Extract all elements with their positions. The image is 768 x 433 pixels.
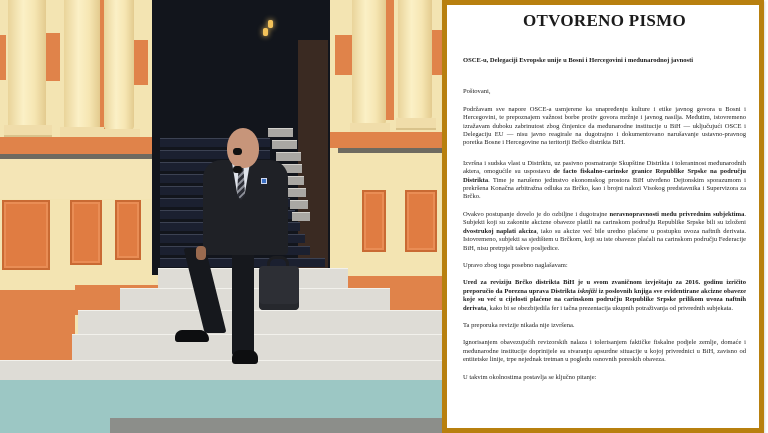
- bold-text-run: Ured za reviziju Brčko distrikta BiH je u svom zvaničnom izvještaju za 2016. godinu izričito preporučio da Poreznа uprava Distrikta: [463, 279, 746, 295]
- lapel-pin: [261, 178, 267, 184]
- paragraph-2: [463, 160, 746, 202]
- text-run: Ovakvo postupanje dovelo je do ozbiljne i dugotrajne: [463, 210, 610, 218]
- text-run: Izvršna i sudska vlast u Distriktu, uz pasivno posmatranje Skupštine Distrikta i tolerantnost međunarodnih aktera, omogućile su uspostavu: [463, 159, 746, 176]
- text-run: , kako bi se obezbijedila fer i tačna prezentacija ukupnih potraživanja od privrednih subjekata.: [486, 304, 733, 312]
- letter-addressee: OSCE-u, Delegaciji Evropske unije u Bosni i Hercegovini i međunarodnoj javnosti: [463, 57, 694, 64]
- bold-text-run: de facto fiskalno-carinske granice Republike Srpske na području Distrikta: [463, 168, 746, 184]
- paragraph-3: [463, 211, 746, 253]
- paragraph-8: U takvim okolnostima postavlja se ključno pitanje:: [463, 373, 597, 381]
- shoe-right: [232, 350, 258, 364]
- paragraph-7: Ignorisanjem obavezujućih revizorskih nalaza i tolerisanjem faktičke fiskalne podjele zemlje, domaće i međunarodne institucije doprinijele su stvaranju apsurdne situacije u kojoj privrednici u BiH, zavisno od entitetske linije, trpe nejednak tretman u pogledu osnovnih poreskih obaveza.: [463, 339, 746, 364]
- paragraph-6: Ta preporuka revizije nikada nije izvršena.: [463, 321, 575, 329]
- letter-salutation: Poštovani,: [463, 88, 491, 96]
- briefcase: [259, 266, 299, 310]
- text-run: . Time je narušeno jedinstvo ekonomskog prostora BiH utvrđeno Dejtonskim sporazumom i prekršena Konačna arbitražna odluka za Brčko, kao i brojni nalozi Visokog predstavnika i Supervizora za Brčko.: [463, 176, 746, 201]
- shoe-left: [175, 330, 209, 342]
- bold-italic-text-run: isknjiži: [577, 287, 597, 295]
- sunglasses-icon: [233, 142, 255, 149]
- bold-text-run: dvostrukoj naplati akciza: [463, 227, 537, 235]
- paragraph-1: Podržavam sve napore OSCE-a usmjerene ka unapređenju kulture i etike javnog govora u Bosni i Hercegovini, te prepoznajem važnost borbe protiv govora mržnje i javnog nasilja. Međutim, istovremeno izražavam duboku zabrinutost zbog činjenice da međunarodne institucije u BiH — uključujući OSCE i Delegaciju EU — nisu javno reagirale na dugotrajno i dokumentovano narušavanje ustavno-pravnog poretka Bosne i Hercegovine na teritoriji Brčko distrikta BiH.: [463, 105, 746, 147]
- leg-right: [232, 248, 254, 356]
- bold-text-run: iz poslovnih knjiga sve evidentirane akcizne obaveze koje su već u cijelosti plaćene na carinskom području Republike Srpske prilikom uvoza naftnih derivata: [463, 287, 746, 312]
- text-run: . Subjekti koji su zakonite akcizne obaveze platili na carinskom području Republike Srpske bili su izloženi: [463, 210, 746, 227]
- paragraph-4: Upravo zbog toga posebno naglašavam:: [463, 261, 568, 269]
- open-letter-frame: [442, 0, 764, 433]
- paragraph-5: [463, 279, 746, 313]
- bold-text-run: neravnopravnosti među privrednim subjektima: [609, 210, 745, 218]
- letter-title: OTVORENO PISMO: [522, 11, 686, 30]
- text-run: , iako su akcize već bile uredno plaćene u postupku uvoza naftnih derivata. Istovremeno, subjekti sa sjedištem u Brčkom, koji su iste obaveze plaćali na carinskom području Federacije BiH, nisu pretrpjeli takve posljedice.: [463, 227, 746, 252]
- open-letter: [463, 11, 746, 391]
- leg-left: [183, 248, 226, 333]
- hand-left: [196, 246, 206, 260]
